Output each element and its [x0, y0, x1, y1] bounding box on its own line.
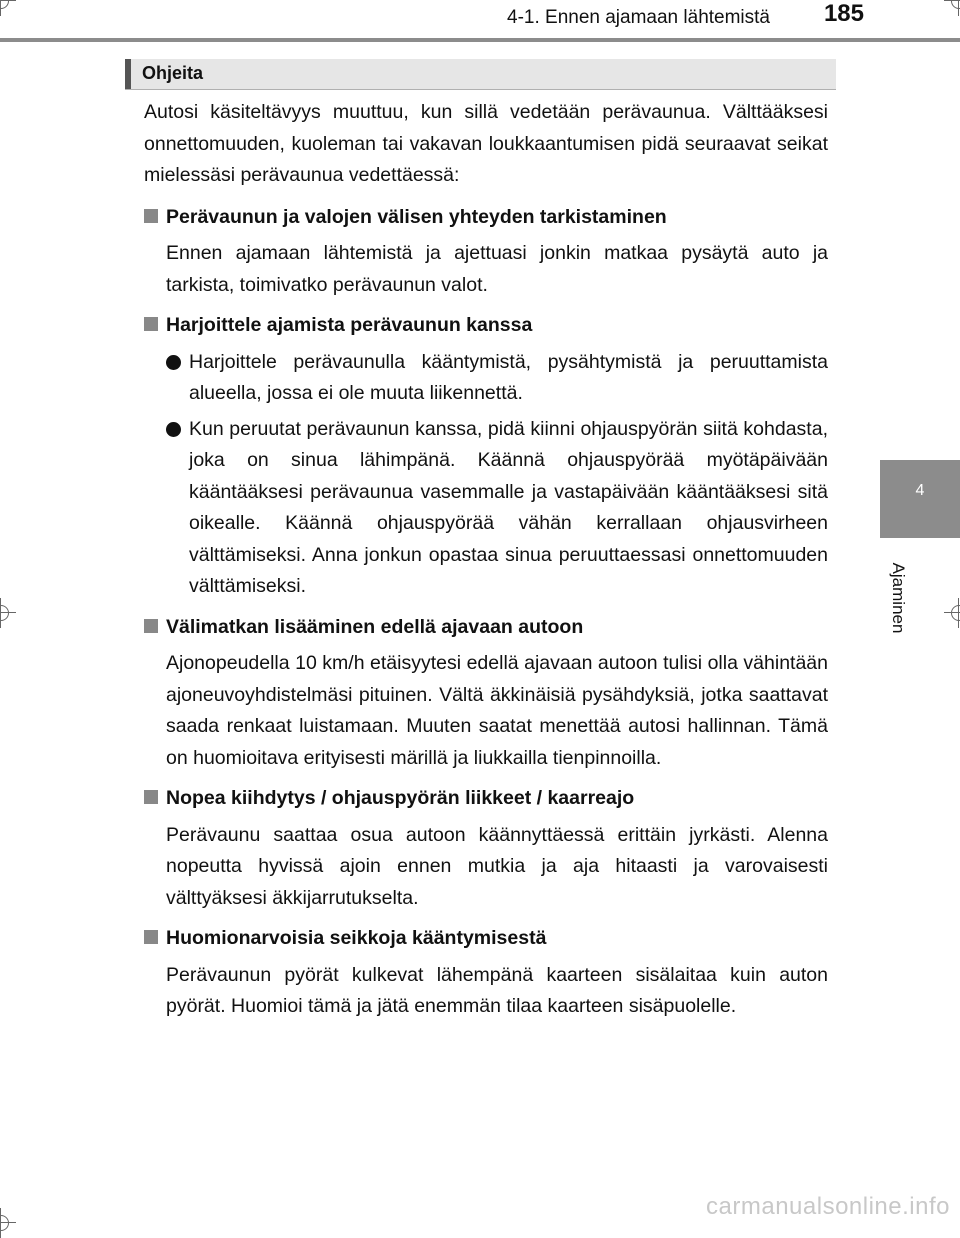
- section-heading-text: Harjoittele ajamista perävaunun kanssa: [166, 314, 533, 336]
- chapter-tab[interactable]: [880, 460, 960, 538]
- chapter-number: 4: [915, 482, 925, 499]
- list-item-text: Kun peruutat perävaunun kanssa, pidä kiinni ohjauspyörän siitä kohdasta, joka on sinua lähimpänä. Käännä ohjauspyörää myötäpäivään kääntääksesi perävaunua vasemmalle ja vastapäivään kääntääksesi sitä oikealle. Käännä ohjauspyörää vähän kerrallaan ohjausvirheen välttämiseksi. Anna jonkun opastaa sinua peruuttaessasi onnettomuuden välttämiseksi.: [189, 417, 828, 597]
- square-bullet-icon: [144, 317, 158, 331]
- round-bullet-icon: [166, 422, 181, 437]
- square-bullet-icon: [144, 209, 158, 223]
- watermark[interactable]: carmanualsonline.info: [706, 1193, 950, 1220]
- notice-box-bar: [125, 59, 131, 89]
- notice-content: [144, 97, 828, 1032]
- section-heading-text: Välimatkan lisääminen edellä ajavaan autoon: [166, 615, 584, 638]
- square-bullet-icon: [144, 619, 158, 633]
- section-title: 4-1. Ennen ajamaan lähtemistä: [507, 7, 770, 28]
- section-heading-text: Huomionarvoisia seikkoja kääntymisestä: [166, 927, 547, 949]
- chapter-label: Ajaminen: [889, 562, 908, 634]
- crop-mark-mid-right: [944, 598, 960, 628]
- section-practice: [144, 310, 828, 603]
- square-bullet-icon: [144, 930, 158, 944]
- section-heading: [144, 612, 828, 644]
- section-body: Perävaunu saattaa osua autoon käännyttäessä erittäin jyrkästi. Alenna nopeutta hyvissä ajoin ennen mutkia ja aja hitaasti ja varovaisesti välttyäksesi äkkijarrutukselta.: [166, 823, 828, 909]
- header-rule: [0, 38, 960, 42]
- section-heading: [144, 202, 828, 234]
- page-number: 185: [823, 0, 864, 27]
- notice-box-header: [125, 59, 836, 90]
- section-acceleration: [144, 783, 828, 914]
- section-turning: [144, 923, 828, 1023]
- section-heading: [144, 923, 828, 955]
- section-heading: [144, 783, 828, 815]
- intro-paragraph: Autosi käsiteltävyys muuttuu, kun sillä vedetään perävaunua. Välttääksesi onnettomuuden, kuoleman tai vakavan loukkaantumisen pidä seuraavat seikat mielessäsi perävaunua vedettäessä:: [144, 101, 828, 186]
- section-light-connection: [144, 202, 828, 302]
- section-body: Perävaunun pyörät kulkevat lähempänä kaarteen sisälaitaa kuin auton pyörät. Huomioi tämä ja jätä enemmän tilaa kaarteen sisäpuolelle.: [166, 963, 828, 1017]
- crop-mark-bottom-left: [0, 1208, 16, 1238]
- page-header: [0, 0, 960, 46]
- crop-mark-mid-left: [0, 598, 16, 628]
- section-heading-text: Nopea kiihdytys / ohjauspyörän liikkeet / kaarreajo: [166, 787, 635, 809]
- section-distance: [144, 612, 828, 775]
- section-heading-text: Perävaunun ja valojen välisen yhteyden tarkistaminen: [166, 205, 667, 228]
- notice-box-title: Ohjeita: [142, 63, 204, 83]
- list-item: [166, 347, 828, 410]
- list-item-text: Harjoittele perävaunulla kääntymistä, pysähtymistä ja peruuttamista alueella, jossa ei ole muuta liikennettä.: [189, 350, 828, 404]
- list-item: [166, 414, 828, 603]
- square-bullet-icon: [144, 790, 158, 804]
- round-bullet-icon: [166, 355, 181, 370]
- section-body: Ajonopeudella 10 km/h etäisyytesi edellä ajavaan autoon tulisi olla vähintään ajoneuvoyhdistelmäsi pituinen. Vältä äkkinäisiä pysähdyksiä, jotka saattavat saada renkaat luistamaan. Muuten saatat menettää autosi hallinnan. Tämä on huomioitava erityisesti märillä ja liukkailla tienpinnoilla.: [166, 652, 828, 769]
- section-body: Ennen ajamaan lähtemistä ja ajettuasi jonkin matkaa pysäytä auto ja tarkista, toimivatko perävaunun valot.: [166, 242, 828, 296]
- section-heading: [144, 310, 828, 342]
